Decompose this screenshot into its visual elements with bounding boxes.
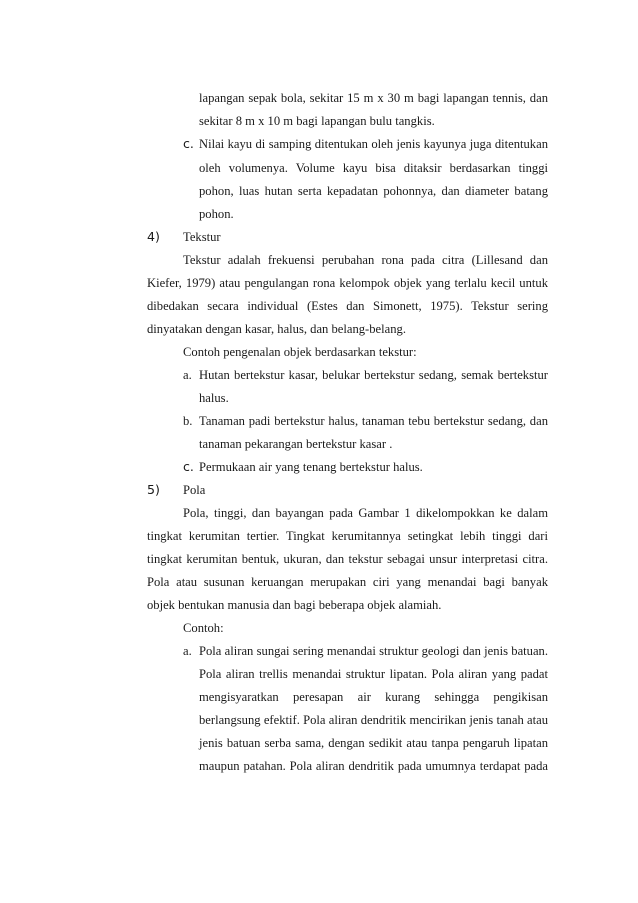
list-marker: a. — [183, 644, 192, 658]
body-line: Pola atau susunan keruangan merupakan ciri yang menandai bagi banyak — [147, 575, 548, 589]
list-marker: a. — [183, 368, 192, 382]
body-line: Tanaman padi bertekstur halus, tanaman tebu bertekstur sedang, dan — [199, 414, 548, 428]
body-line: dibedakan secara individual (Estes dan Simonett, 1975). Tekstur sering — [147, 299, 548, 313]
body-line: Kiefer, 1979) atau pengulangan rona kelompok objek yang terlalu kecil untuk — [147, 276, 548, 290]
example-intro: Contoh: — [183, 621, 224, 635]
body-line: pohon, luas hutan serta kepadatan pohonnya, dan diameter batang — [199, 184, 548, 198]
body-line: objek bentukan manusia dan bagi beberapa objek alamiah. — [147, 598, 442, 612]
body-line: Permukaan air yang tenang bertekstur halus. — [199, 460, 423, 474]
body-line: halus. — [199, 391, 229, 405]
body-line: Pola aliran trellis menandai struktur lipatan. Pola aliran yang padat — [199, 667, 548, 681]
example-intro: Contoh pengenalan objek berdasarkan tekstur: — [183, 345, 417, 359]
body-line: jenis batuan serba sama, dengan sedikit atau tanpa pengaruh lipatan — [199, 736, 548, 750]
section-heading: Tekstur — [183, 230, 221, 244]
body-line: Hutan bertekstur kasar, belukar bertekstur sedang, semak bertekstur — [199, 368, 548, 382]
body-line: dinyatakan dengan kasar, halus, dan belang-belang. — [147, 322, 406, 336]
body-line: tingkat kerumitan bentuk, ukuran, dan tekstur sebagai unsur interpretasi citra. — [147, 552, 548, 566]
body-line: oleh volumenya. Volume kayu bisa ditaksir berdasarkan tinggi — [199, 161, 548, 175]
body-line: sekitar 8 m x 10 m bagi lapangan bulu tangkis. — [199, 114, 435, 128]
list-marker: c. — [183, 136, 194, 151]
list-marker: b. — [183, 414, 193, 428]
body-line: berlangsung efektif. Pola aliran dendritik mencirikan jenis tanah atau — [199, 713, 548, 727]
body-line: mengisyaratkan peresapan air kurang sehingga pengikisan — [199, 690, 548, 704]
body-line: maupun patahan. Pola aliran dendritik pada umumnya terdapat pada — [199, 759, 548, 773]
section-number: 4) — [147, 229, 160, 244]
body-line: Pola aliran sungai sering menandai struktur geologi dan jenis batuan. — [199, 644, 548, 658]
body-line: tanaman pekarangan bertekstur kasar . — [199, 437, 393, 451]
list-marker: c. — [183, 459, 194, 474]
body-line: lapangan sepak bola, sekitar 15 m x 30 m bagi lapangan tennis, dan — [199, 91, 548, 105]
body-line: pohon. — [199, 207, 234, 221]
body-line: Nilai kayu di samping ditentukan oleh jenis kayunya juga ditentukan — [199, 137, 548, 151]
section-number: 5) — [147, 482, 160, 497]
body-line: Tekstur adalah frekuensi perubahan rona pada citra (Lillesand dan — [183, 253, 548, 267]
section-heading: Pola — [183, 483, 206, 497]
body-line: Pola, tinggi, dan bayangan pada Gambar 1 dikelompokkan ke dalam — [183, 506, 548, 520]
body-line: tingkat kerumitan tertier. Tingkat kerumitannya setingkat lebih tinggi dari — [147, 529, 548, 543]
